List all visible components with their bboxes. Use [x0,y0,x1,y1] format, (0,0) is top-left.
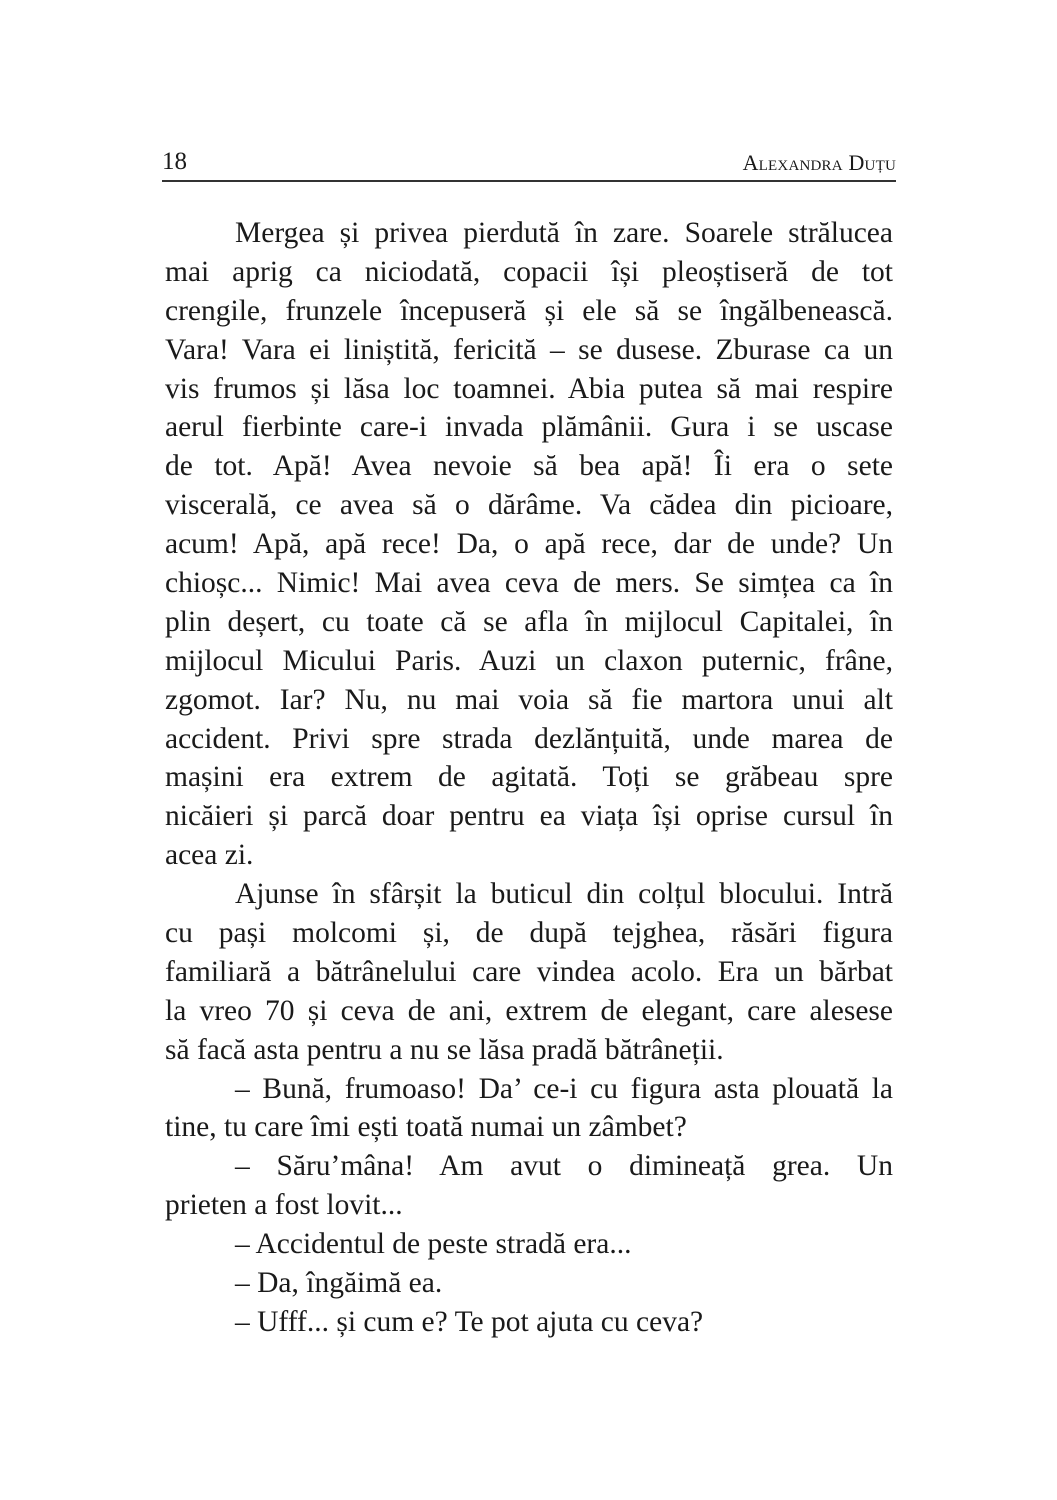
text-line: mai aprig ca niciodată, copacii își pleoștiseră de tot [165,255,893,288]
text-line: de tot. Apă! Avea nevoie să bea apă! Îi era o sete [165,450,893,483]
text-line: plin deșert, cu toate că se afla în mijlocul Capitalei, în [165,605,893,638]
text-line: să facă asta pentru a nu se lăsa pradă bătrâneții. [165,1033,724,1066]
text-line: – Bună, frumoaso! Da’ ce-i cu figura asta plouată la [235,1072,893,1105]
text-line: accident. Privi spre strada dezlănțuită, unde marea de [165,722,893,755]
text-line: – Da, îngăimă ea. [235,1267,443,1300]
text-line: chioșc... Nimic! Mai avea ceva de mers. Se simțea ca în [165,567,893,600]
text-line: – Accidentul de peste stradă era... [235,1228,632,1261]
text-line: familiară a bătrânelului care vindea acolo. Era un bărbat [165,955,893,988]
text-line: prieten a fost lovit... [165,1189,403,1222]
text-line: Mergea și privea pierdută în zare. Soarele strălucea [235,217,893,249]
text-line: – Ufff... și cum e? Te pot ajuta cu ceva? [235,1305,704,1338]
text-line: – Săru’mâna! Am avut o dimineață grea. Un [235,1150,893,1183]
text-line: viscerală, ce avea să o dărâme. Va cădea din picioare, [165,489,893,522]
text-line: Ajunse în sfârșit la buticul din colțul blocului. Intră [235,878,893,911]
page-header [162,146,896,182]
text-line: vis frumos și lăsa loc toamnei. Abia putea să mai respire [165,372,893,405]
text-line: acum! Apă, apă rece! Da, o apă rece, dar de unde? Un [165,528,893,561]
text-line: cu pași molcomi și, de după tejghea, răsări figura [165,917,893,950]
text-line: mașini era extrem de agitată. Toți se grăbeau spre [165,761,893,794]
text-line: tine, tu care îmi ești toată numai un zâmbet? [165,1111,687,1144]
text-line: acea zi. [165,839,254,872]
text-line: la vreo 70 și ceva de ani, extrem de elegant, care alesese [165,994,893,1027]
running-head-author: Alexandra Duțu [742,150,896,175]
text-line: aerul fierbinte care-i invada plămânii. Gura i se uscase [165,411,893,444]
text-line: crengile, frunzele începuseră și ele să se îngălbenească. [165,294,893,327]
text-line: nicăieri și parcă doar pentru ea viața își oprise cursul în [165,800,893,833]
page-number: 18 [162,148,187,175]
text-line: mijlocul Micului Paris. Auzi un claxon puternic, frâne, [165,644,893,677]
body-text [165,214,893,1342]
text-line: zgomot. Iar? Nu, nu mai voia să fie martora unui alt [165,683,893,716]
text-line: Vara! Vara ei liniștită, fericită – se dusese. Zburase ca un [165,333,893,366]
